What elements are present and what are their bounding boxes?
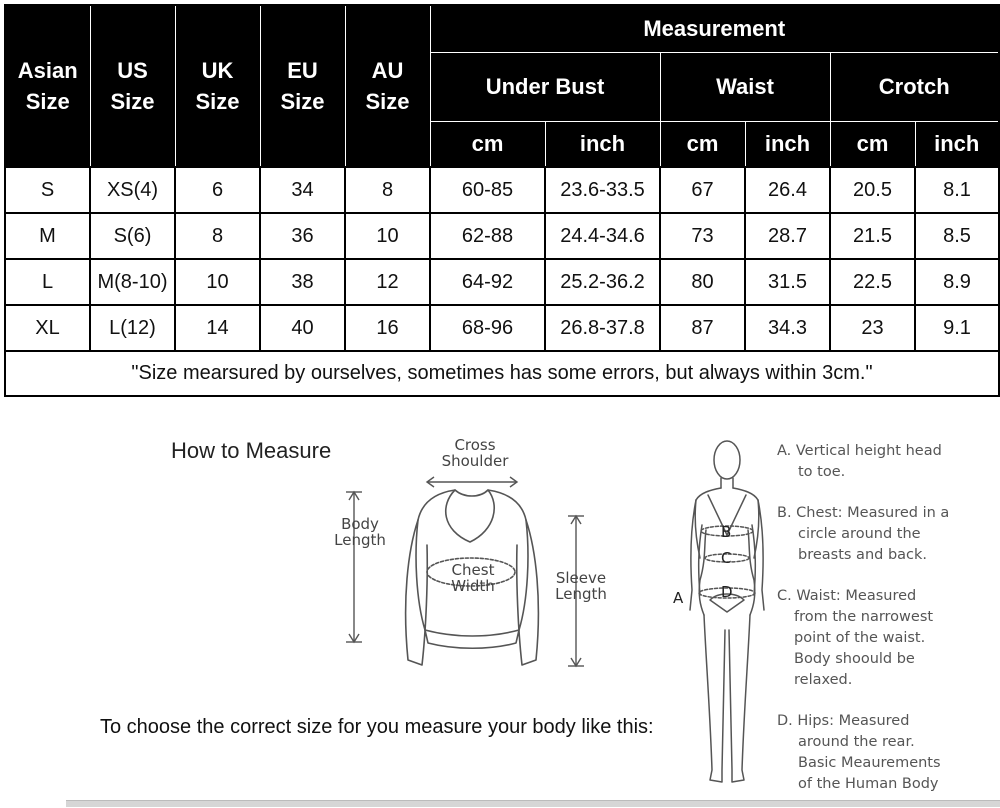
header-unit-inch: inch xyxy=(545,122,660,168)
table-cell: 80 xyxy=(660,259,745,305)
table-cell: 38 xyxy=(260,259,345,305)
header-asian-size: Asian Size xyxy=(5,5,90,167)
table-cell: 26.8-37.8 xyxy=(545,305,660,351)
table-cell: XS(4) xyxy=(90,167,175,213)
step-d-line: Basic Meaurements xyxy=(798,755,941,771)
table-cell: S xyxy=(5,167,90,213)
table-cell: 8.9 xyxy=(915,259,999,305)
table-cell: 28.7 xyxy=(745,213,830,259)
table-cell: M xyxy=(5,213,90,259)
table-cell: 8.1 xyxy=(915,167,999,213)
table-note-row xyxy=(5,351,999,396)
figure-head xyxy=(714,441,740,479)
table-cell: 34 xyxy=(260,167,345,213)
sweater-waistband xyxy=(425,630,519,636)
header-measurement: Measurement xyxy=(430,5,999,53)
header-unit-cm: cm xyxy=(660,122,745,168)
body-length-label: Body Length xyxy=(334,515,386,549)
header-unit-inch: inch xyxy=(745,122,830,168)
table-cell: S(6) xyxy=(90,213,175,259)
step-c-line: from the narrowest xyxy=(794,609,934,625)
step-d-line: D. Hips: Measured xyxy=(777,713,910,729)
measurement-note: "Size mearsured by ourselves, sometimes has some errors, but always within 3cm." xyxy=(5,351,999,396)
table-cell: 34.3 xyxy=(745,305,830,351)
table-cell: 73 xyxy=(660,213,745,259)
header-unit-inch: inch xyxy=(915,122,999,168)
figure-label-a: A xyxy=(673,589,684,607)
how-to-measure-title: How to Measure xyxy=(171,438,332,463)
table-cell: 9.1 xyxy=(915,305,999,351)
measure-steps xyxy=(777,441,997,795)
table-cell: XL xyxy=(5,305,90,351)
table-cell: 26.4 xyxy=(745,167,830,213)
table-cell: 10 xyxy=(175,259,260,305)
sweater-neck-outline xyxy=(446,490,494,542)
header-under-bust: Under Bust xyxy=(430,53,660,122)
table-cell: 36 xyxy=(260,213,345,259)
table-cell: 23.6-33.5 xyxy=(545,167,660,213)
table-cell: 6 xyxy=(175,167,260,213)
header-uk-size: UK Size xyxy=(175,5,260,167)
header-waist: Waist xyxy=(660,53,830,122)
step-b-line: B. Chest: Measured in a xyxy=(777,505,950,521)
step-a-line: A. Vertical height head xyxy=(777,443,942,459)
table-cell: M(8-10) xyxy=(90,259,175,305)
figure-legs xyxy=(704,615,750,782)
table-cell: 67 xyxy=(660,167,745,213)
table-cell: 25.2-36.2 xyxy=(545,259,660,305)
figure-waist-hips xyxy=(699,530,755,615)
header-crotch: Crotch xyxy=(830,53,999,122)
table-cell: 8 xyxy=(175,213,260,259)
figure-label-b: B xyxy=(721,523,732,541)
bottom-divider xyxy=(66,800,1000,807)
table-cell: 16 xyxy=(345,305,430,351)
table-cell: 22.5 xyxy=(830,259,915,305)
table-cell: 40 xyxy=(260,305,345,351)
step-b-line: circle around the xyxy=(798,526,921,542)
figure-right-arm xyxy=(752,500,764,610)
step-d-line: around the rear. xyxy=(798,734,915,750)
header-au-size: AU Size xyxy=(345,5,430,167)
table-row xyxy=(5,259,999,305)
table-row xyxy=(5,305,999,351)
header-unit-cm: cm xyxy=(830,122,915,168)
figure-label-d: D xyxy=(721,583,733,601)
table-cell: 31.5 xyxy=(745,259,830,305)
chest-width-label: Chest Width xyxy=(451,561,495,595)
step-b-line: breasts and back. xyxy=(798,547,928,563)
table-cell: 23 xyxy=(830,305,915,351)
sleeve-length-label: Sleeve Length xyxy=(555,569,607,603)
table-cell: 68-96 xyxy=(430,305,545,351)
table-cell: 60-85 xyxy=(430,167,545,213)
body-figure-diagram xyxy=(670,430,770,808)
table-cell: 64-92 xyxy=(430,259,545,305)
table-row xyxy=(5,213,999,259)
header-unit-cm: cm xyxy=(430,122,545,168)
table-cell: 8 xyxy=(345,167,430,213)
header-eu-size: EU Size xyxy=(260,5,345,167)
step-c-line: relaxed. xyxy=(794,672,853,688)
table-cell: 21.5 xyxy=(830,213,915,259)
step-d-line: of the Human Body xyxy=(798,776,939,792)
step-a-line: to toe. xyxy=(798,464,846,480)
table-cell: 62-88 xyxy=(430,213,545,259)
size-chart-table xyxy=(4,4,1000,397)
cross-shoulder-label: Cross Shoulder xyxy=(441,436,509,470)
header-row-1 xyxy=(5,5,999,53)
table-cell: L xyxy=(5,259,90,305)
table-cell: 24.4-34.6 xyxy=(545,213,660,259)
table-cell: 10 xyxy=(345,213,430,259)
table-cell: 20.5 xyxy=(830,167,915,213)
table-cell: 8.5 xyxy=(915,213,999,259)
table-cell: 14 xyxy=(175,305,260,351)
step-c-line: Body shoould be xyxy=(794,651,915,667)
figure-label-c: C xyxy=(721,549,732,567)
header-us-size: US Size xyxy=(90,5,175,167)
table-cell: 87 xyxy=(660,305,745,351)
table-row xyxy=(5,167,999,213)
table-cell: L(12) xyxy=(90,305,175,351)
step-c-line: C. Waist: Measured xyxy=(777,588,917,604)
table-cell: 12 xyxy=(345,259,430,305)
figure-left-arm xyxy=(690,500,702,610)
measure-instruction: To choose the correct size for you measure your body like this: xyxy=(100,716,654,738)
step-c-line: point of the waist. xyxy=(794,630,926,646)
